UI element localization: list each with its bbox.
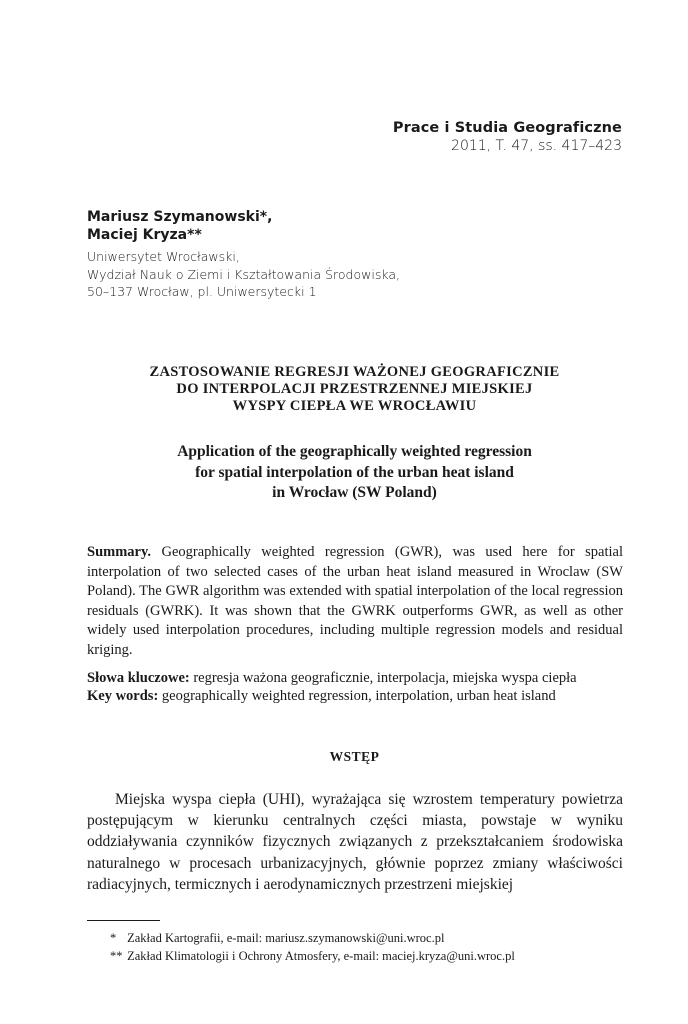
summary-label: Summary. xyxy=(87,544,152,560)
footnote-mark: * xyxy=(110,931,117,945)
keywords-english xyxy=(87,687,623,705)
footnote xyxy=(110,929,515,947)
body-paragraph: Miejska wyspa ciepła (UHI), wyrażająca się wzrostem temperatury powietrza postępującym w kierunku centralnych części miasta, powstaje w wyniku oddziaływania czynników fizycznych związanych z przekształcaniem środowiska naturalnego w procesach urbanizacyjnych, głównie poprzez zmiany właściwości radiacyjnych, termicznych i aerodynamicznych przestrzeni miejskiej xyxy=(87,791,623,893)
keywords-polish-label: Słowa kluczowe: xyxy=(87,670,190,686)
footnote-mark: ** xyxy=(110,949,123,963)
footnote-text: Zakład Kartografii, e-mail: mariusz.szymanowski@uni.wroc.pl xyxy=(127,931,445,945)
affiliation-line: Wydział Nauk o Ziemi i Kształtowania Środowiska, xyxy=(87,266,400,282)
author-name: Mariusz Szymanowski*, xyxy=(87,209,273,225)
author-name: Maciej Kryza** xyxy=(87,227,202,243)
footnotes xyxy=(110,929,515,965)
author-list xyxy=(87,208,272,244)
title-polish-line: WYSPY CIEPŁA WE WROCŁAWIU xyxy=(232,398,477,414)
keywords-english-label: Key words: xyxy=(87,688,159,704)
affiliation xyxy=(87,248,400,301)
title-polish-line: DO INTERPOLACJI PRZESTRZENNEJ MIEJSKIEJ xyxy=(176,381,533,397)
summary xyxy=(87,543,623,660)
keywords xyxy=(87,669,623,705)
title-polish xyxy=(87,364,622,415)
footnote xyxy=(110,947,515,965)
section-heading: WSTĘP xyxy=(329,749,380,764)
keywords-polish xyxy=(87,669,623,687)
keywords-english-text: geographically weighted regression, interpolation, urban heat island xyxy=(161,688,556,704)
title-english xyxy=(87,442,622,504)
title-polish-line: ZASTOSOWANIE REGRESJI WAŻONEJ GEOGRAFICZNIE xyxy=(149,364,560,380)
journal-header xyxy=(393,119,622,155)
title-english-line: in Wrocław (SW Poland) xyxy=(272,484,437,501)
keywords-polish-text: regresja ważona geograficznie, interpolacja, miejska wyspa ciepła xyxy=(193,670,577,686)
journal-volume: 2011, T. 47, ss. 417–423 xyxy=(451,138,622,154)
title-english-line: Application of the geographically weighted regression xyxy=(177,443,532,460)
footnote-text: Zakład Klimatologii i Ochrony Atmosfery, e-mail: maciej.kryza@uni.wroc.pl xyxy=(127,949,515,963)
title-english-line: for spatial interpolation of the urban heat island xyxy=(195,463,514,481)
footnote-divider xyxy=(87,920,160,921)
affiliation-line: Uniwersytet Wrocławski, xyxy=(87,249,240,264)
journal-title: Prace i Studia Geograficzne xyxy=(392,120,622,136)
affiliation-line: 50–137 Wrocław, pl. Uniwersytecki 1 xyxy=(87,284,317,299)
summary-text: Geographically weighted regression (GWR), was used here for spatial interpolation of two selected cases of the urban heat island measured in Wroclaw (SW Poland). The GWR algorithm was extended with spatial interpolation of the local regression residuals (GWRK). It was shown that the GWRK outperforms GWR, as well as other widely used interpolation procedures, including multiple regression models and residual kriging. xyxy=(87,544,623,658)
